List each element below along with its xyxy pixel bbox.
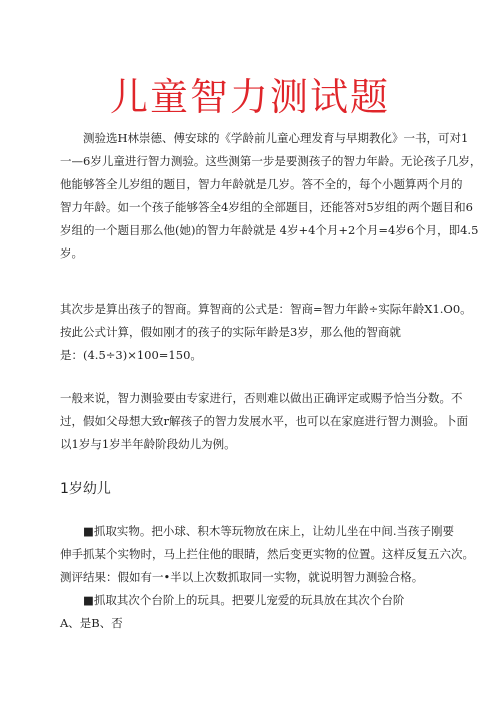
text-line: 岁组的一个题目那么他(她)的智力年龄就是 4岁+4个月+2个月=4岁6个月，即4.5: [60, 223, 479, 237]
section-heading: 1岁幼儿: [60, 481, 111, 497]
text-line: 岁。: [60, 246, 83, 260]
text-line: 智力年龄。如一个孩子能够答全4岁组的全部题目，还能答对5岁组的两个题目和6: [60, 200, 473, 214]
text-line: 按此公式计算，假如刚才的孩子的实际年龄是3岁，那么他的智商就: [60, 325, 401, 339]
text-line: 伸手抓某个实物时，马上拦住他的眼睛，然后变更实物的位置。这样反复五六次。: [60, 547, 474, 561]
intro-paragraph: [60, 127, 482, 265]
text-line: 以1岁与1岁半年龄阶段幼儿为例。: [60, 437, 236, 451]
text-line: 其次步是算出孩子的智商。算智商的公式是：智商=智力年龄÷实际年龄X1.O0。: [60, 302, 472, 316]
text-line: 测验选H林崇德、傅安球的《学龄前儿童心理发育与早期教化》一书，可对1: [60, 131, 469, 145]
test-items-paragraph: [60, 520, 474, 635]
text-line: 一—6岁儿童进行智力测验。这些测第一步是要测孩子的智力年龄。无论孩子几岁，: [60, 154, 482, 168]
text-line: ■抓取其次个台阶上的玩具。把要儿宠爱的玩具放在其次个台阶: [60, 593, 405, 607]
text-line: 一般来说，智力测验要由专家进行，否则难以做出正确评定或赐予恰当分数。不: [60, 391, 463, 405]
text-line: 过，假如父母想大致r解孩子的智力发展水平，也可以在家庭进行智力测验。卜面: [60, 414, 468, 428]
text-line: 是：(4.5÷3)×100=150。: [60, 348, 202, 362]
document-title: 儿童智力测试题: [109, 75, 390, 119]
text-line: ■抓取实物。把小球、积木等玩物放在床上，让幼儿坐在中间.当孩子刚要: [60, 524, 455, 538]
note-paragraph: [60, 387, 468, 456]
text-line: 测评结果：假如有一•半以上次数抓取同一实物，就说明智力测验合格。: [60, 570, 424, 584]
text-line: 他能够答全儿岁组的题目，智力年龄就是几岁。答不全的，每个小题算两个月的: [60, 177, 463, 191]
text-line: A、是B、否: [60, 616, 123, 630]
iq-formula-paragraph: [60, 298, 472, 367]
